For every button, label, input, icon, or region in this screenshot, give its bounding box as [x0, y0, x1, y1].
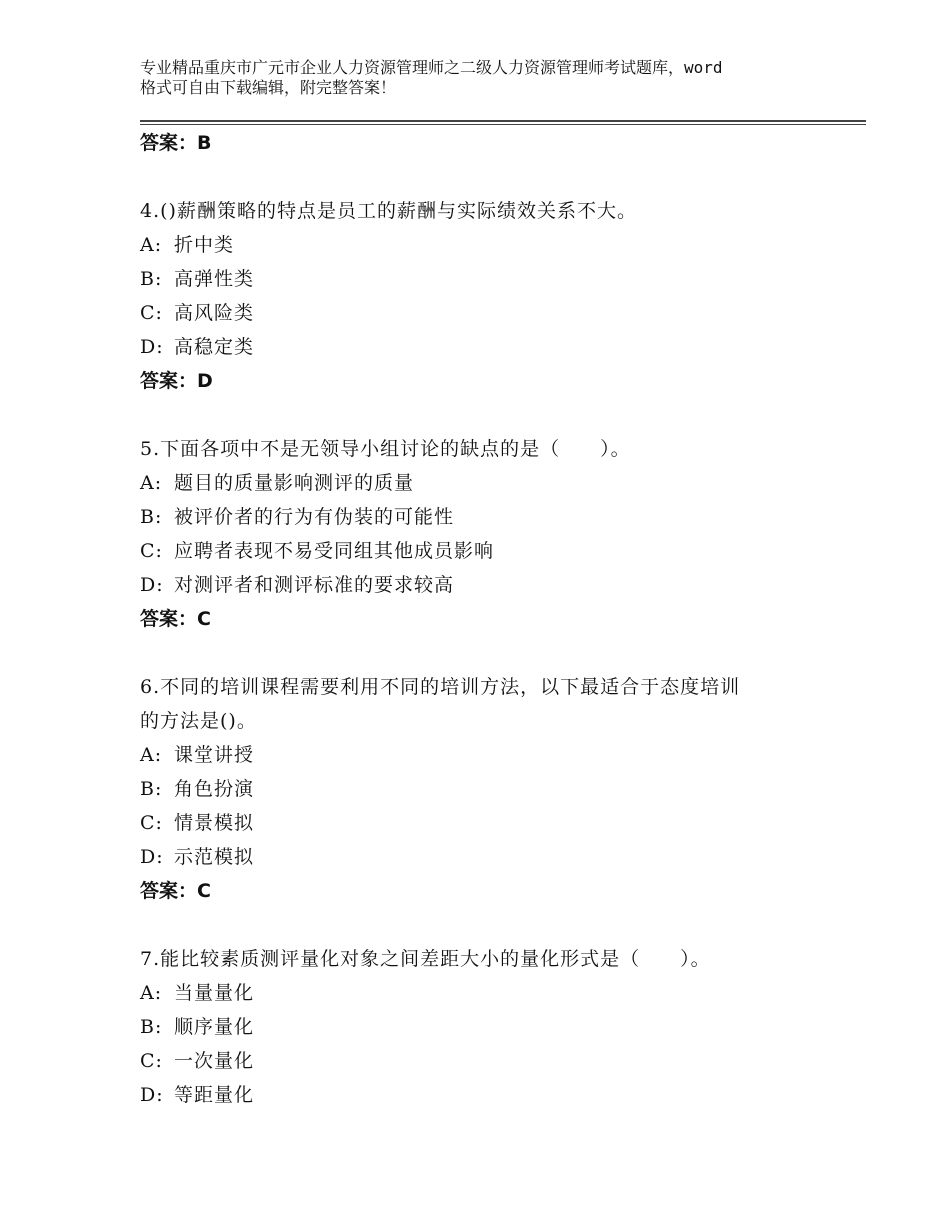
- option-text: 对测评者和测评标准的要求较高: [174, 574, 455, 596]
- spacer: [140, 908, 860, 942]
- option-letter: B:: [140, 268, 163, 290]
- option-text: 应聘者表现不易受同组其他成员影响: [174, 540, 495, 562]
- option-text: 当量量化: [174, 982, 255, 1004]
- option-letter: B:: [140, 506, 163, 528]
- option-a: [140, 738, 860, 772]
- answer-label: 答案：D: [140, 370, 213, 392]
- question-item: [140, 432, 860, 636]
- option-text: 折中类: [174, 234, 235, 256]
- header-line-1: 专业精品重庆市广元市企业人力资源管理师之二级人力资源管理师考试题库，word: [140, 58, 723, 77]
- option-b: [140, 772, 860, 806]
- header-rule-thick: [140, 120, 866, 122]
- option-letter: B:: [140, 1016, 163, 1038]
- option-letter: C:: [140, 540, 163, 562]
- question-item: [140, 194, 860, 398]
- question-stem: 4.()薪酬策略的特点是员工的薪酬与实际绩效关系不大。: [140, 200, 637, 222]
- option-text: 被评价者的行为有伪装的可能性: [174, 506, 455, 528]
- spacer: [140, 398, 860, 432]
- option-letter: D:: [140, 846, 164, 868]
- option-text: 课堂讲授: [174, 744, 255, 766]
- option-text: 等距量化: [174, 1084, 255, 1106]
- option-d: [140, 330, 860, 364]
- option-a: [140, 228, 860, 262]
- option-letter: A:: [140, 234, 163, 256]
- option-d: [140, 1078, 860, 1112]
- question-list: [140, 126, 860, 1112]
- question-item: [140, 942, 860, 1112]
- answer-label: 答案：C: [140, 880, 211, 902]
- question-stem: 5.下面各项中不是无领导小组讨论的缺点的是（ ）。: [140, 438, 631, 460]
- option-letter: B:: [140, 778, 163, 800]
- option-text: 高稳定类: [174, 336, 255, 358]
- option-text: 高弹性类: [174, 268, 255, 290]
- option-c: [140, 1044, 860, 1078]
- option-text: 示范模拟: [174, 846, 255, 868]
- question-stem: 7.能比较素质测评量化对象之间差距大小的量化形式是（ ）。: [140, 948, 711, 970]
- option-text: 高风险类: [174, 302, 255, 324]
- question-stem: 6.不同的培训课程需要利用不同的培训方法，以下最适合于态度培训: [140, 676, 741, 698]
- option-c: [140, 806, 860, 840]
- option-text: 一次量化: [174, 1050, 255, 1072]
- answer-label: 答案：B: [140, 132, 212, 154]
- option-b: [140, 1010, 860, 1044]
- option-letter: C:: [140, 302, 163, 324]
- option-text: 题目的质量影响测评的质量: [174, 472, 415, 494]
- option-letter: D:: [140, 336, 164, 358]
- document-header: [140, 58, 840, 98]
- option-b: [140, 500, 860, 534]
- option-letter: A:: [140, 472, 163, 494]
- option-text: 情景模拟: [174, 812, 255, 834]
- option-letter: D:: [140, 574, 164, 596]
- option-letter: D:: [140, 1084, 164, 1106]
- option-a: [140, 466, 860, 500]
- option-d: [140, 568, 860, 602]
- option-b: [140, 262, 860, 296]
- option-a: [140, 976, 860, 1010]
- option-d: [140, 840, 860, 874]
- option-c: [140, 534, 860, 568]
- answer-label: 答案：C: [140, 608, 211, 630]
- option-letter: C:: [140, 812, 163, 834]
- option-text: 顺序量化: [174, 1016, 255, 1038]
- question-stem-continued: 的方法是()。: [140, 710, 257, 732]
- question-item: [140, 670, 860, 908]
- option-letter: C:: [140, 1050, 163, 1072]
- option-letter: A:: [140, 744, 163, 766]
- header-line-2: 格式可自由下载编辑，附完整答案！: [140, 78, 397, 97]
- spacer: [140, 636, 860, 670]
- option-c: [140, 296, 860, 330]
- spacer: [140, 160, 860, 194]
- option-text: 角色扮演: [174, 778, 255, 800]
- header-rule-thin: [140, 124, 866, 125]
- option-letter: A:: [140, 982, 163, 1004]
